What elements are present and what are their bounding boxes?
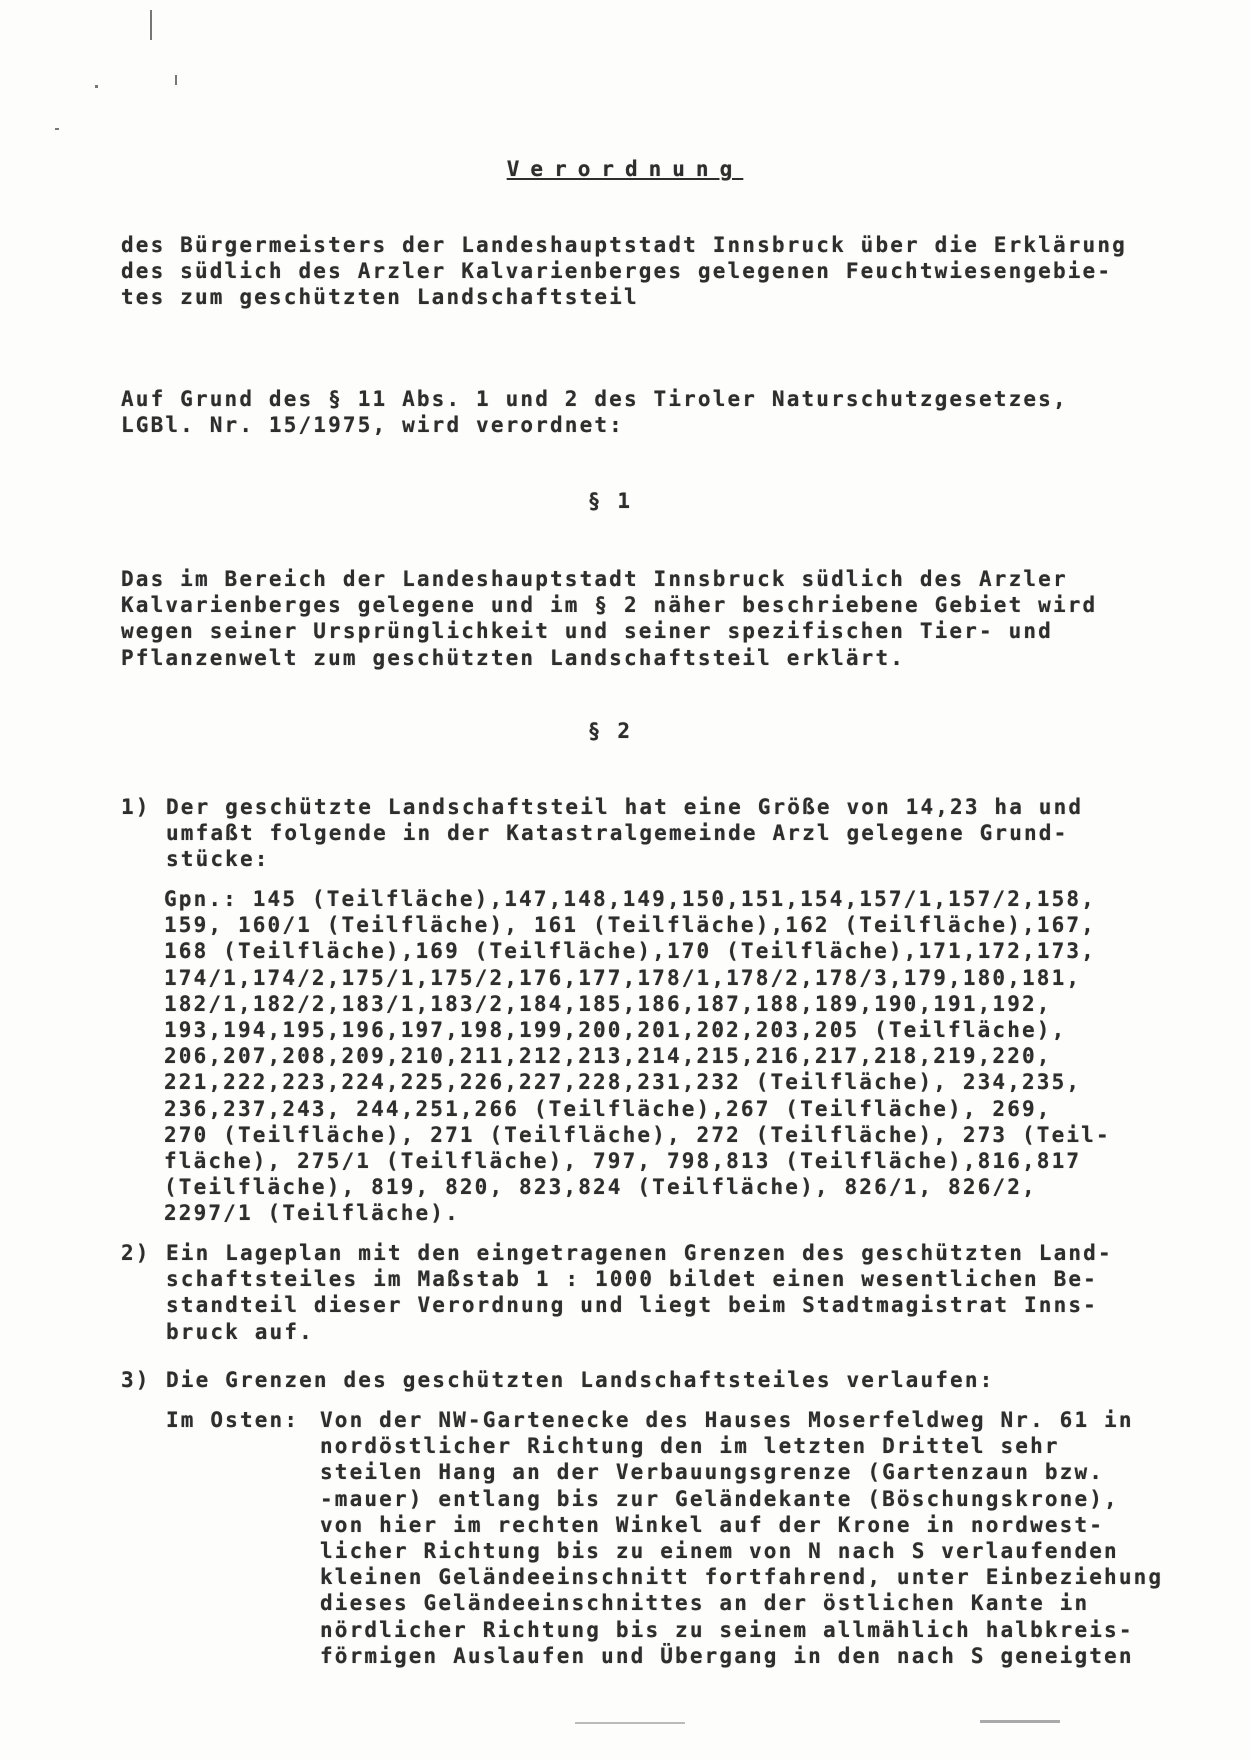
parcel-line: 193,194,195,196,197,198,199,200,201,202,203,205 (Teilfläche),	[164, 1017, 1067, 1042]
parcel-line: (Teilfläche), 819, 820, 823,824 (Teilfläche), 826/1, 826/2,	[164, 1175, 1037, 1200]
text-line: Ein Lageplan mit den eingetragenen Grenzen des geschützten Land-	[166, 1241, 1113, 1265]
text-line: Pflanzenwelt zum geschützten Landschaftsteil erklärt.	[121, 645, 906, 670]
parcel-line: 270 (Teilfläche), 271 (Teilfläche), 272 (Teilfläche), 273 (Teil-	[164, 1122, 1111, 1147]
item-1-paragraph	[166, 794, 1083, 873]
text-line: schaftsteiles im Maßstab 1 : 1000 bildet einen wesentlichen Be-	[166, 1267, 1098, 1292]
intro-paragraph	[121, 232, 1127, 311]
text-line: Von der NW-Gartenecke des Hauses Moserfeldweg Nr. 61 in	[320, 1408, 1134, 1432]
parcel-line: fläche), 275/1 (Teilfläche), 797, 798,813 (Teilfläche),816,817	[164, 1148, 1082, 1173]
parcel-line: 182/1,182/2,183/1,183/2,184,185,186,187,188,189,190,191,192,	[164, 991, 1052, 1016]
text-line: stücke:	[166, 847, 270, 872]
section-2-heading: § 2	[587, 719, 633, 743]
parcel-line: Gpn.: 145 (Teilfläche),147,148,149,150,151,154,157/1,157/2,158,	[164, 887, 1096, 911]
text-line: bruck auf.	[166, 1319, 314, 1344]
parcel-line: 2297/1 (Teilfläche).	[164, 1201, 460, 1226]
text-line: LGBl. Nr. 15/1975, wird verordnet:	[121, 413, 624, 438]
preamble-paragraph	[121, 386, 1068, 438]
text-line: dieses Geländeeinschnittes an der östlichen Kante in	[320, 1591, 1090, 1616]
parcel-list	[164, 886, 1111, 1226]
text-line: Der geschützte Landschaftsteil hat eine Größe von 14,23 ha und	[166, 795, 1084, 819]
document-title: Verordnung	[506, 157, 744, 181]
section-1-heading: § 1	[587, 489, 633, 513]
scan-mark	[55, 128, 59, 130]
text-line: nördlicher Richtung bis zu seinem allmählich halbkreis-	[320, 1617, 1134, 1642]
parcel-line: 168 (Teilfläche),169 (Teilfläche),170 (Teilfläche),171,172,173,	[164, 939, 1096, 964]
text-line: des Bürgermeisters der Landeshauptstadt Innsbruck über die Erklärung	[121, 233, 1127, 257]
boundary-east-label: Im Osten:	[166, 1408, 300, 1432]
text-line: des südlich des Arzler Kalvarienberges gelegenen Feuchtwiesengebie-	[121, 259, 1113, 284]
text-line: -mauer) entlang bis zur Geländekante (Böschungskrone),	[320, 1486, 1119, 1511]
text-line: umfaßt folgende in der Katastralgemeinde Arzl gelegene Grund-	[166, 821, 1069, 846]
scan-mark	[175, 75, 177, 85]
item-2-number: 2)	[121, 1241, 151, 1265]
text-line: steilen Hang an der Verbauungsgrenze (Gartenzaun bzw.	[320, 1460, 1105, 1485]
scan-mark	[150, 10, 152, 40]
boundary-east-description	[320, 1407, 1163, 1669]
item-2-paragraph	[166, 1240, 1113, 1345]
text-line: Kalvarienberges gelegene und im § 2 näher beschriebene Gebiet wird	[121, 593, 1098, 618]
parcel-line: 236,237,243, 244,251,266 (Teilfläche),267 (Teilfläche), 269,	[164, 1096, 1052, 1121]
scan-mark	[95, 85, 98, 88]
item-1-number: 1)	[121, 795, 151, 819]
text-line: kleinen Geländeeinschnitt fortfahrend, unter Einbeziehung	[320, 1565, 1164, 1590]
parcel-line: 221,222,223,224,225,226,227,228,231,232 (Teilfläche), 234,235,	[164, 1070, 1082, 1095]
text-line: Das im Bereich der Landeshauptstadt Innsbruck südlich des Arzler	[121, 567, 1068, 591]
text-line: tes zum geschützten Landschaftsteil	[121, 285, 639, 310]
text-line: Auf Grund des § 11 Abs. 1 und 2 des Tiroler Naturschutzgesetzes,	[121, 387, 1068, 411]
text-line: wegen seiner Ursprünglichkeit und seiner spezifischen Tier- und	[121, 619, 1053, 644]
parcel-line: 159, 160/1 (Teilfläche), 161 (Teilfläche),162 (Teilfläche),167,	[164, 913, 1096, 938]
scan-mark	[575, 1722, 685, 1724]
text-line: licher Richtung bis zu einem von N nach S verlaufenden	[320, 1538, 1119, 1563]
text-line: von hier im rechten Winkel auf der Krone in nordwest-	[320, 1512, 1105, 1537]
parcel-line: 206,207,208,209,210,211,212,213,214,215,216,217,218,219,220,	[164, 1044, 1052, 1069]
item-3-number: 3)	[121, 1368, 151, 1392]
item-3-lead: Die Grenzen des geschützten Landschaftsteiles verlaufen:	[166, 1368, 995, 1392]
section-1-paragraph	[121, 566, 1097, 671]
scan-mark	[980, 1720, 1060, 1723]
parcel-line: 174/1,174/2,175/1,175/2,176,177,178/1,178/2,178/3,179,180,181,	[164, 965, 1082, 990]
text-line: nordöstlicher Richtung den im letzten Drittel sehr	[320, 1434, 1060, 1459]
text-line: förmigen Auslaufen und Übergang in den nach S geneigten	[320, 1643, 1134, 1668]
text-line: standteil dieser Verordnung und liegt beim Stadtmagistrat Inns-	[166, 1293, 1098, 1318]
